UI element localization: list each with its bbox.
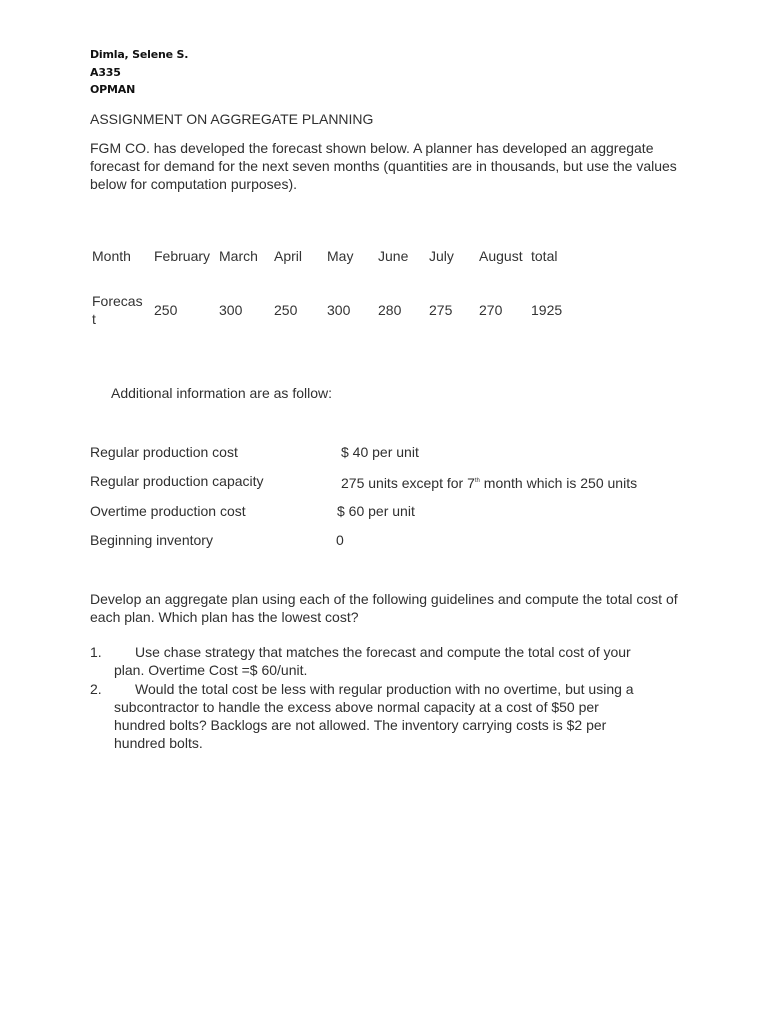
- additional-info-intro: Additional information are as follow:: [111, 385, 333, 401]
- student-name: Dimla, Selene S.: [90, 48, 189, 61]
- table-header-april: April: [274, 248, 303, 264]
- question-2-text-cont-3: hundred bolts.: [114, 735, 203, 751]
- info-label-overtime-cost: Overtime production cost: [90, 503, 246, 519]
- question-1-text: Use chase strategy that matches the forecast and compute the total cost of your: [135, 644, 631, 660]
- table-cell-april: 250: [274, 302, 298, 318]
- table-row-label-wrap: t: [92, 311, 96, 327]
- question-2-number: 2.: [90, 681, 102, 697]
- table-header-february: February: [154, 248, 211, 264]
- develop-paragraph: Develop an aggregate plan using each of the following guidelines and compute the total cost of each plan. Which plan has the lowest cost?: [90, 591, 678, 625]
- question-2-text-cont-1: subcontractor to handle the excess above normal capacity at a cost of $50 per: [114, 699, 599, 715]
- table-cell-march: 300: [219, 302, 243, 318]
- info-label-regular-cost: Regular production cost: [90, 444, 238, 460]
- table-cell-june: 280: [378, 302, 402, 318]
- course-code: OPMAN: [90, 83, 136, 96]
- question-1-text-cont: plan. Overtime Cost =$ 60/unit.: [114, 662, 308, 678]
- table-header-may: May: [327, 248, 354, 264]
- table-header-total: total: [531, 248, 558, 264]
- table-cell-february: 250: [154, 302, 178, 318]
- table-header-march: March: [219, 248, 258, 264]
- table-cell-july: 275: [429, 302, 453, 318]
- info-value-regular-cost: $ 40 per unit: [341, 444, 419, 460]
- info-value-beginning-inventory: 0: [336, 532, 344, 548]
- assignment-title: ASSIGNMENT ON AGGREGATE PLANNING: [90, 111, 374, 127]
- info-value-overtime-cost: $ 60 per unit: [337, 503, 415, 519]
- question-1-number: 1.: [90, 644, 102, 660]
- table-header-month: Month: [92, 248, 131, 264]
- table-header-june: June: [378, 248, 409, 264]
- question-2-text: Would the total cost be less with regular production with no overtime, but using a: [135, 681, 634, 697]
- info-label-regular-capacity: Regular production capacity: [90, 473, 264, 489]
- table-row-label: Forecas: [92, 293, 143, 309]
- table-header-july: July: [429, 248, 454, 264]
- info-label-beginning-inventory: Beginning inventory: [90, 532, 213, 548]
- table-cell-august: 270: [479, 302, 503, 318]
- table-header-august: August: [479, 248, 523, 264]
- info-value-regular-capacity: 275 units except for 7th month which is 250 units: [341, 475, 638, 491]
- student-section: A335: [90, 66, 121, 79]
- table-cell-may: 300: [327, 302, 351, 318]
- intro-paragraph: FGM CO. has developed the forecast shown below. A planner has developed an aggregate forecast for demand for the next seven months (quantities are in thousands, but use the values below for computation purposes).: [90, 140, 677, 192]
- question-2-text-cont-2: hundred bolts? Backlogs are not allowed. The inventory carrying costs is $2 per: [114, 717, 607, 733]
- table-cell-total: 1925: [531, 302, 563, 318]
